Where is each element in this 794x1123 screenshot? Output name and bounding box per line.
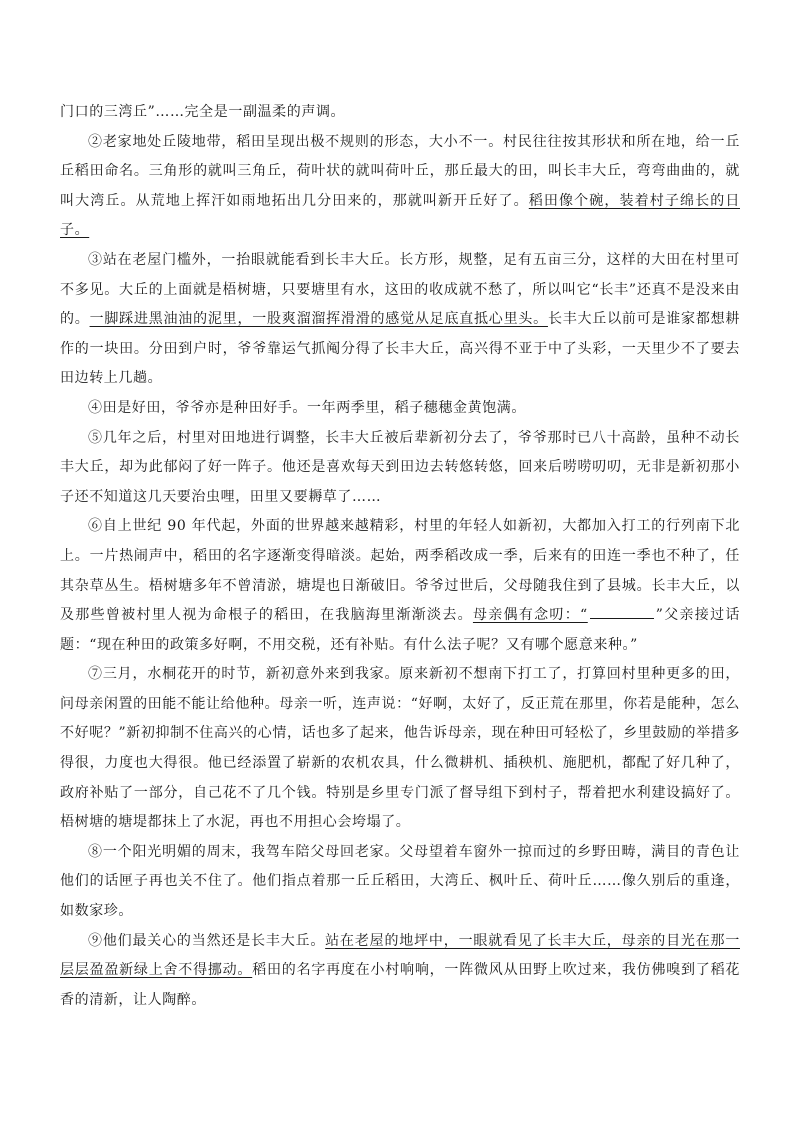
paragraph-1-continuation bbox=[60, 98, 740, 128]
article-body bbox=[60, 98, 740, 1015]
paragraph-4 bbox=[60, 394, 740, 424]
paragraph-text: 长丰大丘以前可是谁家都想耕作的一块田。分田到户时，爷爷靠运气抓阄分得了长丰大丘，高兴得不亚于中了头彩，一天里少不了要去田边转上几趟。 bbox=[60, 311, 740, 387]
paragraph-text: ⑤几年之后，村里对田地进行调整，长丰大丘被后辈新初分去了，爷爷那时已八十高龄，虽种不动长丰大丘，却为此郁闷了好一阵子。他还是喜欢每天到田边去转悠转悠，回来后唠唠叨叨，无非是新初那小子还不知道这几天要治虫哩，田里又要耨草了…… bbox=[60, 429, 740, 505]
underlined-sentence: 一脚踩进黑油油的泥里，一股爽溜溜挥滑滑的感觉从足底直抵心里头。 bbox=[89, 311, 548, 328]
underlined-sentence: 稻田像个碗，装着村子绵长的日子。 bbox=[60, 192, 740, 239]
paragraph-text: ⑧一个阳光明媚的周末，我驾车陪父母回老家。父母望着车窗外一掠而过的乡野田畴，满目的青色让他们的话匣子再也关不住了。他们指点着那一丘丘稻田，大湾丘、枫叶丘、荷叶丘……像久别后的重逢，如数家珍。 bbox=[60, 843, 740, 920]
paragraph-3 bbox=[60, 246, 740, 394]
paragraph-9 bbox=[60, 927, 740, 1016]
underlined-sentence: 母亲偶有念叨：“ bbox=[472, 607, 588, 624]
paragraph-6 bbox=[60, 512, 740, 660]
paragraph-text: 稻田的名字再度在小村响响，一阵微风从田野上吹过来，我仿佛嗅到了稻花香的清新，让人陶醉。 bbox=[60, 962, 740, 1008]
paragraph-text: 门口的三湾丘”……完全是一副温柔的声调。 bbox=[60, 104, 346, 120]
paragraph-text: ④田是好田，爷爷亦是种田好手。一年两季里，稻子穗穗金黄饱满。 bbox=[88, 399, 526, 416]
paragraph-5 bbox=[60, 424, 740, 513]
paragraph-text: ③站在老屋门槛外，一抬眼就能看到长丰大丘。长方形，规整，足有五亩三分，这样的大田在村里可不多见。大丘的上面就是梧树塘，只要塘里有水，这田的收成就不愁了，所以叫它“长丰”还真不是没来由的。 bbox=[60, 251, 740, 328]
underlined-sentence: 站在老屋的地坪中，一眼就看见了长丰大丘，母亲的目光在那一层层盈盈新绿上舍不得挪动。 bbox=[60, 932, 740, 979]
paragraph-8 bbox=[60, 838, 740, 927]
paragraph-text: ”父亲接过话题：“现在种田的政策多好啊，不用交税，还有补贴。有什么法子呢？又有哪个愿意来种。” bbox=[60, 607, 740, 653]
paragraph-text: ②老家地处丘陵地带，稻田呈现出极不规则的形态，大小不一。村民往往按其形状和所在地，给一丘丘稻田命名。三角形的就叫三角丘，荷叶状的就叫荷叶丘，那丘最大的田，叫长丰大丘，弯弯曲曲的，就叫大湾丘。从荒地上挥汗如雨地拓出几分田来的，那就叫新开丘好了。 bbox=[60, 133, 740, 209]
paragraph-2 bbox=[60, 128, 740, 246]
paragraph-text: ⑥自上世纪 90 年代起，外面的世界越来越精彩，村里的年轻人如新初，大都加入打工的行列南下北上。一片热闹声中，稻田的名字逐渐变得暗淡。起始，两季稻改成一季，后来有的田连一季也不种了，任其杂草丛生。梧树塘多年不曾清淤，塘堤也日渐破旧。爷爷过世后，父母随我住到了县城。长丰大丘，以及那些曾被村里人视为命根子的稻田，在我脑海里渐渐淡去。 bbox=[60, 518, 740, 624]
paragraph-text: ⑨他们最关心的当然还是长丰大丘。 bbox=[88, 932, 326, 949]
paragraph-7 bbox=[60, 660, 740, 838]
paragraph-text: ⑦三月，水桐花开的时节，新初意外来到我家。原来新初不想南下打工了，打算回村里种更多的田，问母亲闲置的田能不能让给他种。母亲一听，连声说：“好啊，太好了，反正荒在那里，你若是能种，怎么不好呢？”新初抑制不住高兴的心情，话也多了起来，他告诉母亲，现在种田可轻松了，乡里鼓励的举措多得很，力度也大得很。他已经添置了崭新的农机农具，什么微耕机、插秧机、施肥机，都配了好几种了，政府补贴了一部分，自己花不了几个钱。特别是乡里专门派了督导组下到村子，帮着把水利建设搞好了。梧树塘的塘堤都抹上了水泥，再也不用担心会垮塌了。 bbox=[60, 666, 740, 831]
fill-in-blank[interactable] bbox=[590, 604, 654, 619]
